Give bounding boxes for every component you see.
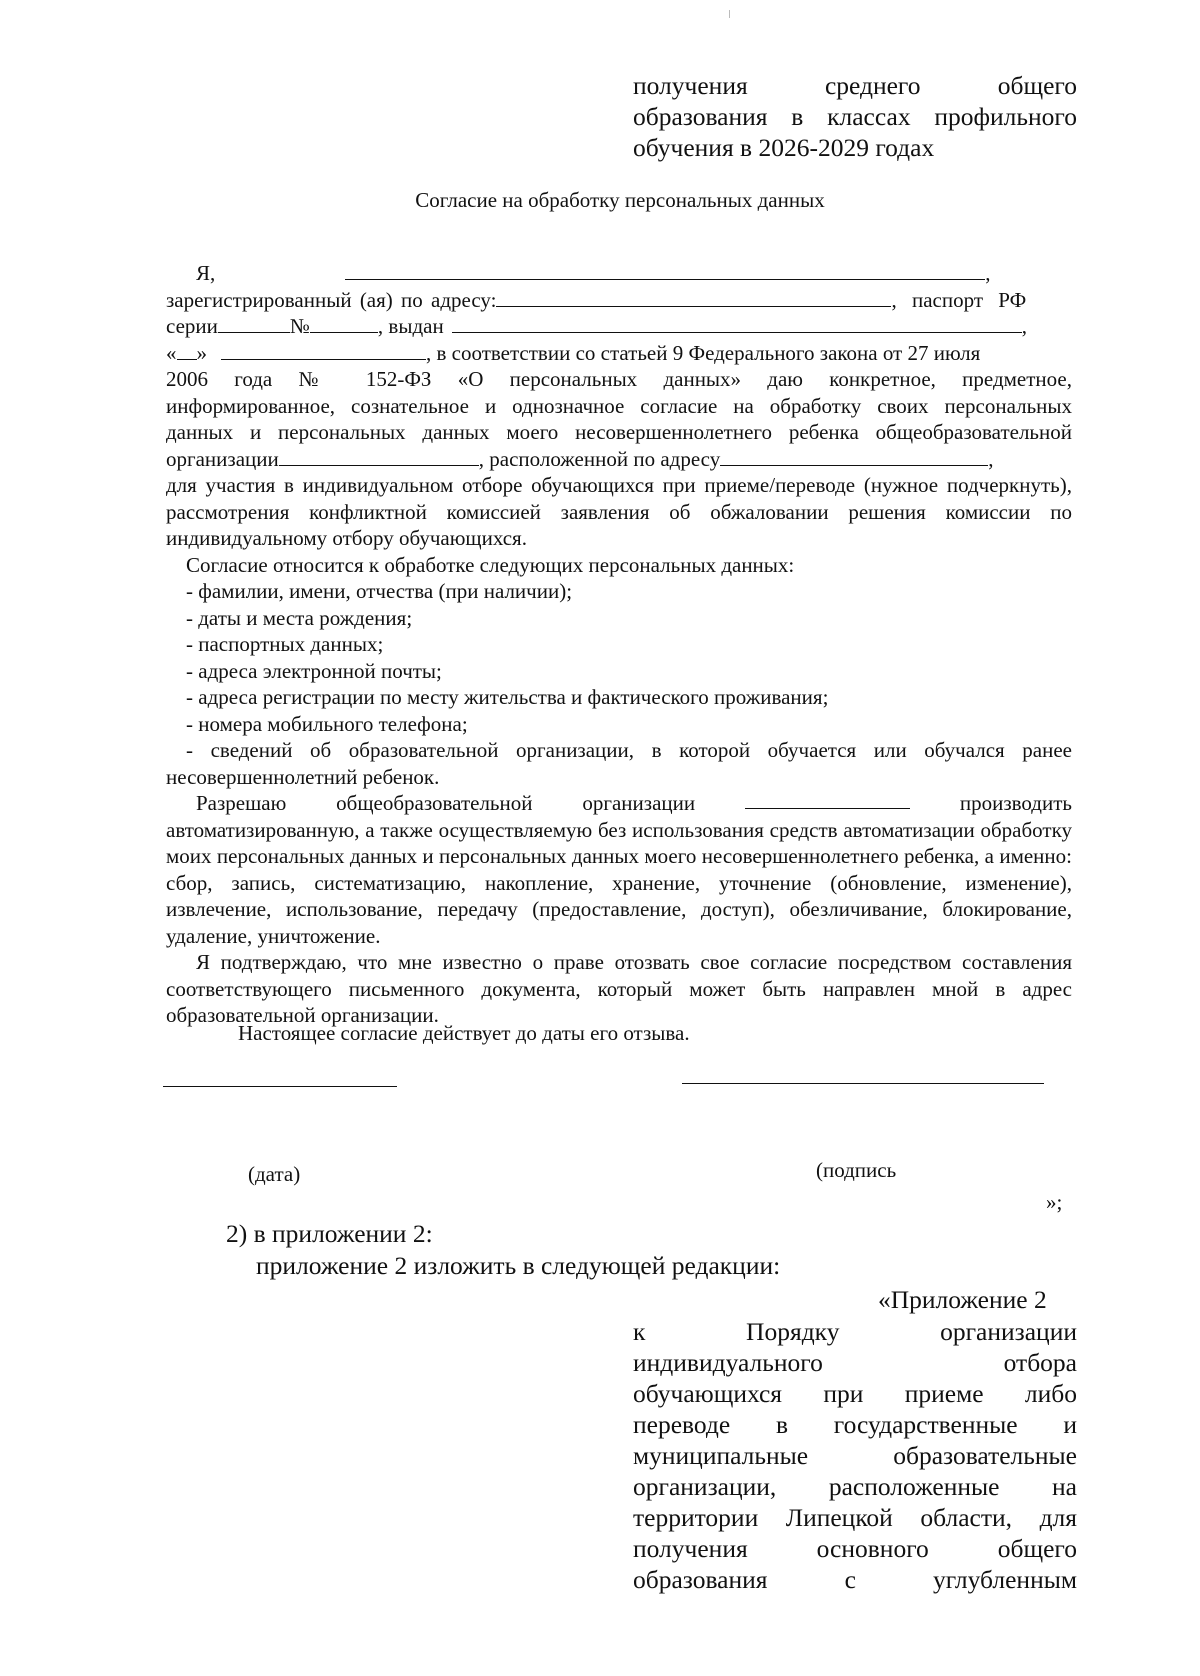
allow-word: производить xyxy=(959,791,1072,815)
issuer-blank[interactable] xyxy=(452,314,1022,333)
address-blank[interactable] xyxy=(496,288,891,307)
appendix-line: индивидуального отбора xyxy=(633,1348,1077,1377)
series-blank[interactable] xyxy=(218,314,290,333)
data-list-item: - адреса электронной почты; xyxy=(186,658,442,683)
appendix-line: организации, расположенные на xyxy=(633,1472,1077,1501)
data-list-item: - сведений об образовательной организации, в которой обучается или обучался ранее несовершеннолетний ребенок. xyxy=(166,738,1072,789)
appendix-line: образования с углубленным xyxy=(633,1565,1077,1594)
date-close: » xyxy=(196,340,207,365)
date-open: « xyxy=(166,340,177,365)
appendix-title: «Приложение 2 xyxy=(878,1285,1047,1314)
org-address-blank[interactable] xyxy=(720,447,988,466)
header-line: обучения в 2026-2029 годах xyxy=(633,133,935,162)
consent-intro: Согласие относится к обработке следующих персональных данных: xyxy=(186,552,795,577)
law-line: 2006 года № 152-ФЗ «О персональных данных» даю конкретное, предметное, xyxy=(166,367,1072,391)
consent-line: данных и персональных данных моего несовершеннолетнего ребенка общеобразовательной xyxy=(166,420,1072,444)
org-blank[interactable] xyxy=(279,447,479,466)
scan-mark xyxy=(729,10,730,18)
passport-label: , паспорт РФ xyxy=(891,287,1027,312)
law-reference: , в соответствии со статьей 9 Федерального закона от 27 июля xyxy=(426,340,981,365)
data-list-item: - адреса регистрации по месту жительства и фактического проживания; xyxy=(186,685,829,709)
series-label: серии xyxy=(166,314,218,338)
header-continuation xyxy=(633,70,1077,163)
allow-word: общеобразовательной xyxy=(336,791,533,815)
issued-label: , выдан xyxy=(377,314,444,338)
month-year-blank[interactable] xyxy=(221,341,426,360)
appendix-heading xyxy=(633,1316,1077,1595)
name-blank[interactable] xyxy=(345,261,985,280)
consent-form: Я, , зарегистрированный (ая) по адресу: , паспорт РФ серии № , выдан , « » , в соответствии со статьей 9 Федерального закона от 27 июля 2006 года № 152-ФЗ «О персональных данных» даю конкретное, предметное, информированное, сознательное и однозначное согласие на обработку своих персональных данных и персональных данных моего несовершеннолетнего ребенка общеобразовательной организации , расположенной по адресу , для участия в индивидуальном отборе обучающихся при приеме/переводе (нужное подчеркнуть), рассмотрения конфликтной комиссией заявления об обжаловании решения комиссии по индивидуальному отбору обучающихся. Согласие относится к обработке следующих персональных данных: - фамилии, имени, отчества (при наличии); - даты и места рождения; - паспортных данных; - адреса электронной почты; - адреса регистрации по месту жительства и фактического проживания; - номера мобильного телефона; - сведений об образовательной организации, в которой обучается или обучался ранее несовершеннолетний ребенок. Разрешаю общеобразовательной организации производить автоматизированную, а также осуществляемую без использования средств автоматизации обработку моих персональных данных и персональных данных моего несовершеннолетнего ребенка, а именно: сбор, запись, систематизацию, накопление, хранение, уточнение (обновление, изменение), извлечение, использование, передачу (предоставление, доступ), обезличивание, блокирование, удаление, уничтожение. Я подтверждаю, что мне известно о праве отозвать свое согласие посредством составления соответствующего письменного документа, который может быть направлен мной в адрес образовательной организации. xyxy=(166,261,1072,1027)
appendix-line: муниципальные образовательные xyxy=(633,1441,1077,1470)
data-list-item: - паспортных данных; xyxy=(186,632,384,656)
org-name-blank[interactable] xyxy=(745,790,910,809)
amendment-instruction: приложение 2 изложить в следующей редакции: xyxy=(256,1251,781,1280)
header-line: получения среднего общего xyxy=(633,71,1077,100)
page-title: Согласие на обработку персональных данных xyxy=(415,188,825,212)
located-label: , расположенной по адресу xyxy=(478,446,721,471)
data-list-item: - даты и места рождения; xyxy=(186,605,413,630)
date-caption: (дата) xyxy=(248,1162,301,1186)
appendix-line: обучающихся при приеме либо xyxy=(633,1379,1077,1408)
allow-paragraph: автоматизированную, а также осуществляемую без использования средств автоматизации обработку моих персональных данных и персональных данных моего несовершеннолетнего ребенка, а именно: сбор, запись, систематизацию, накопление, хранение, уточнение (обновление, изменение), извлечение, использование, передачу (предоставление, доступ), обезличивание, блокирование, удаление, уничтожение. xyxy=(166,817,1072,948)
sign-caption: (подпись xyxy=(816,1158,897,1182)
appendix-line: получения основного общего xyxy=(633,1534,1077,1563)
closing-quote: »; xyxy=(1046,1190,1063,1214)
validity-statement: Настоящее согласие действует до даты его отзыва. xyxy=(238,1021,690,1045)
org-label: организации xyxy=(166,446,279,471)
number-sign: № xyxy=(289,314,310,338)
appendix-line: к Порядку организации xyxy=(633,1317,1077,1346)
purpose-paragraph: для участия в индивидуальном отборе обучающихся при приеме/переводе (нужное подчеркнуть), рассмотрения конфликтной комиссией заявления об обжаловании решения комиссии по индивидуальному отбору обучающихся. xyxy=(166,473,1072,550)
sign-signature-line[interactable] xyxy=(682,1083,1044,1084)
registered-label: зарегистрированный (ая) по адресу: xyxy=(166,287,497,312)
appendix-line: переводе в государственные и xyxy=(633,1410,1077,1439)
confirm-paragraph: Я подтверждаю, что мне известно о праве отозвать свое согласие посредством составления соответствующего письменного документа, который может быть направлен мной в адрес образовательной организации. xyxy=(166,950,1072,1027)
consent-line: информированное, сознательное и однозначное согласие на обработку своих персональных xyxy=(166,393,1072,418)
allow-word: организации xyxy=(582,791,696,815)
data-list-item: - номера мобильного телефона; xyxy=(186,711,468,736)
data-list-item: - фамилии, имени, отчества (при наличии); xyxy=(186,579,573,603)
day-blank[interactable] xyxy=(177,341,197,360)
date-signature-line[interactable] xyxy=(163,1086,397,1087)
form-ya: Я, xyxy=(196,261,216,285)
amendment-item: 2) в приложении 2: xyxy=(226,1219,433,1248)
allow-word: Разрешаю xyxy=(196,791,287,815)
appendix-line: территории Липецкой области, для xyxy=(633,1503,1077,1532)
number-blank[interactable] xyxy=(310,314,378,333)
header-line: образования в классах профильного xyxy=(633,102,1077,131)
